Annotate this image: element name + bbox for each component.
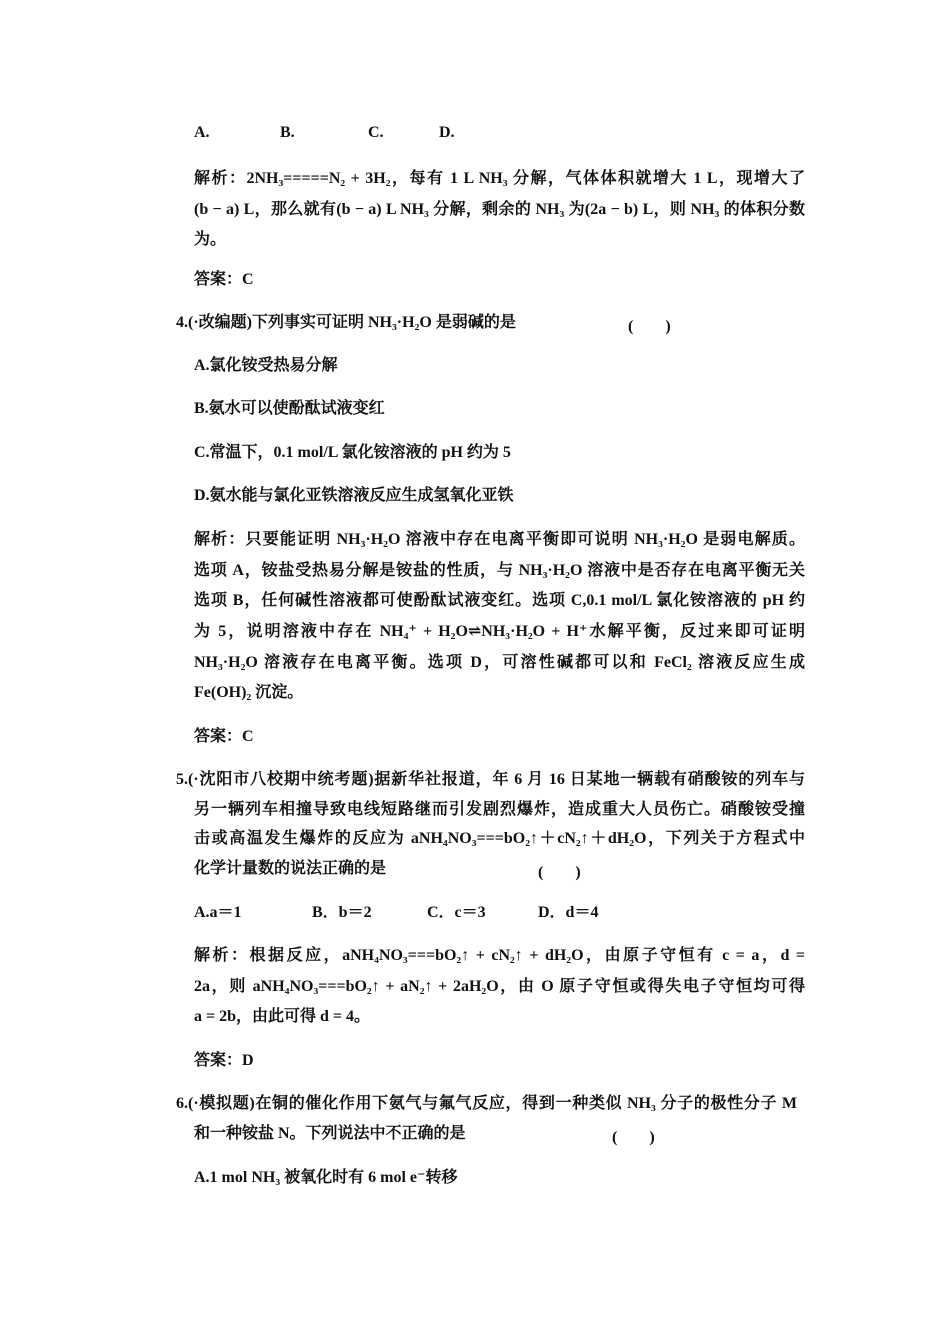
q5-answer-blank: ( ) <box>538 864 581 881</box>
q3-analysis-line-3: 为。 <box>194 231 227 248</box>
q4-analysis-line-3: 选项 B，任何碱性溶液都可使酚酞试液变红。选项 C,0.1 mol/L 氯化铵溶液的 pH 约 <box>194 592 805 609</box>
q4-answer: 答案：C <box>194 728 254 745</box>
q3-option-a: A. <box>194 124 210 141</box>
q5-analysis-line-3: a = 2b，由此可得 d = 4。 <box>194 1008 371 1025</box>
q4-option-a: A.氯化铵受热易分解 <box>194 357 338 374</box>
q4-analysis-line-5: NH₃·H₂O 溶液存在电离平衡。选项 D，可溶性碱都可以和 FeCl₂ 溶液反应生成 <box>194 654 805 671</box>
q5-stem-line-3: 击或高温发生爆炸的反应为 aNH₄NO₃===bO₂↑＋cN₂↑＋dH₂O，下列关于方程式中 <box>194 830 805 847</box>
q4-analysis-line-4: 为 5，说明溶液中存在 NH₄⁺ + H₂O⇌NH₃·H₂O + H⁺水解平衡，反过来即可证明 <box>194 623 805 640</box>
q5-analysis-line-1: 解析：根据反应，aNH₄NO₃===bO₂↑ + cN₂↑ + dH₂O，由原子守恒有 c = a，d = <box>194 947 805 964</box>
q3-analysis-line-2: (b − a) L，那么就有(b − a) L NH₃ 分解，剩余的 NH₃ 为(2a − b) L，则 NH₃ 的体积分数 <box>194 201 805 218</box>
q5-option-b: B．b＝2 <box>312 904 372 921</box>
q6-stem-line-1: 6.(·模拟题)在铜的催化作用下氨气与氟气反应，得到一种类似 NH₃ 分子的极性分子 M <box>176 1095 797 1112</box>
q5-option-c: C．c＝3 <box>427 904 486 921</box>
q4-answer-blank: ( ) <box>628 318 671 335</box>
q5-option-a: A.a＝1 <box>194 904 242 921</box>
q4-analysis-line-1: 解析：只要能证明 NH₃·H₂O 溶液中存在电离平衡即可说明 NH₃·H₂O 是弱电解质。 <box>194 531 805 548</box>
q3-answer: 答案：C <box>194 271 254 288</box>
q4-analysis-line-2: 选项 A，铵盐受热易分解是铵盐的性质，与 NH₃·H₂O 溶液中是否存在电离平衡无关 <box>194 562 805 579</box>
q5-analysis-line-2: 2a，则 aNH₄NO₃===bO₂↑ + aN₂↑ + 2aH₂O，由 O 原子守恒或得失电子守恒均可得 <box>194 978 805 995</box>
q3-option-d: D. <box>439 124 455 141</box>
q6-stem-line-2: 和一种铵盐 N。下列说法中不正确的是 <box>194 1125 466 1142</box>
q5-stem-line-4: 化学计量数的说法正确的是 <box>194 860 387 877</box>
q6-option-a: A.1 mol NH₃ 被氧化时有 6 mol e⁻转移 <box>194 1169 458 1186</box>
q5-stem-line-1: 5.(·沈阳市八校期中统考题)据新华社报道，年 6 月 16 日某地一辆载有硝酸铵的列车与 <box>176 771 805 788</box>
q4-option-c: C.常温下，0.1 mol/L 氯化铵溶液的 pH 约为 5 <box>194 444 511 461</box>
q6-answer-blank: ( ) <box>612 1129 655 1146</box>
q3-option-c: C. <box>368 124 384 141</box>
q4-option-b: B.氨水可以使酚酞试液变红 <box>194 400 385 417</box>
q3-analysis-line-1: 解析：2NH₃=====N₂ + 3H₂，每有 1 L NH₃ 分解，气体体积就增大 1 L，现增大了 <box>194 170 805 187</box>
q4-stem: 4.(·改编题)下列事实可证明 NH₃·H₂O 是弱碱的是 <box>176 314 516 331</box>
q4-option-d: D.氨水能与氯化亚铁溶液反应生成氢氧化亚铁 <box>194 487 514 504</box>
q5-option-d: D．d＝4 <box>538 904 599 921</box>
q5-answer: 答案：D <box>194 1052 254 1069</box>
q3-option-b: B. <box>280 124 295 141</box>
q5-stem-line-2: 另一辆列车相撞导致电线短路继而引发剧烈爆炸，造成重大人员伤亡。硝酸铵受撞 <box>194 801 805 818</box>
q4-analysis-line-6: Fe(OH)₂ 沉淀。 <box>194 684 304 701</box>
